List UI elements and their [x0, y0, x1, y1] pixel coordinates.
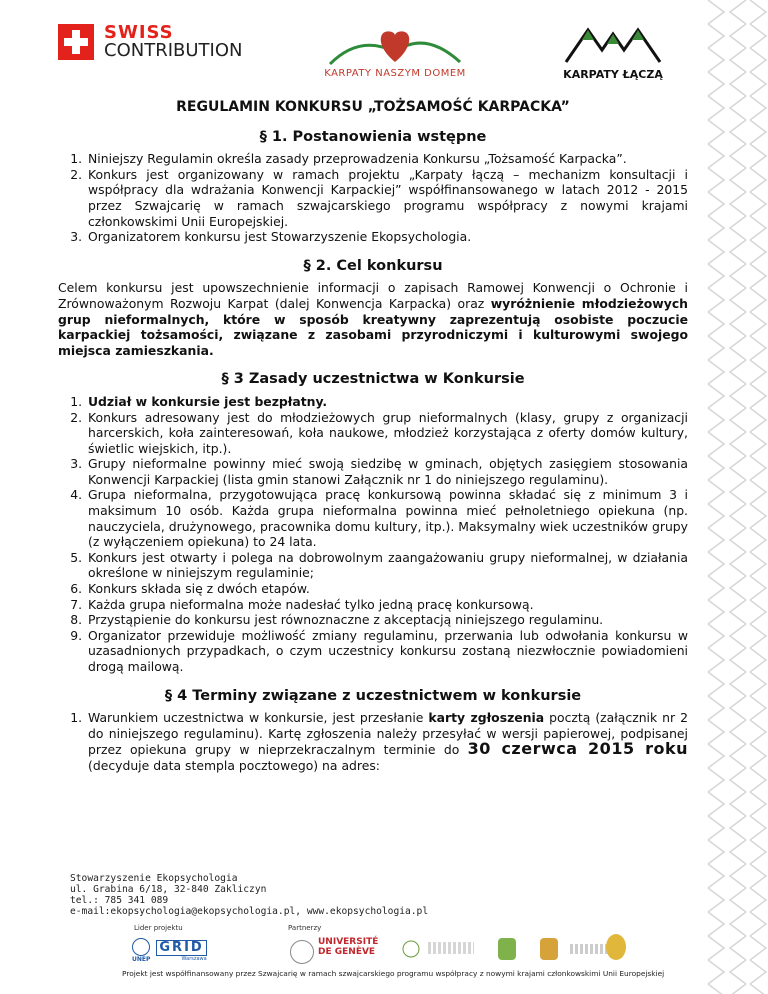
list-item: [86, 710, 688, 773]
list-item: 8. Przystąpienie do konkursu jest równoznaczne z akceptacją niniejszego regulaminu.: [86, 612, 688, 628]
unep-grid-logo: [132, 938, 207, 963]
document-title: REGULAMIN KONKURSU „TOŻSAMOŚĆ KARPACKA”: [176, 99, 570, 115]
org-street: ul. Grabina 6/18, 32-840 Zakliczyn: [70, 884, 267, 895]
unep-label: UNEP: [132, 956, 151, 963]
section-1-heading: § 1. Postanowienia wstępne: [259, 128, 487, 145]
section-2-plain: Celem konkursu jest upowszechnienie informacji o zapisach Ramowej Konwencji o Ochronie i Zrównoważonym Rozwoju Karpat (dalej Konwencja Karpacka) oraz: [58, 280, 688, 311]
partners-label: Partnerzy: [288, 924, 322, 932]
partner-text-logo: [428, 942, 474, 954]
header-logos: [58, 22, 688, 82]
org-email: e-mail:ekopsychologia@ekopsychologia.pl, www.ekopsychologia.pl: [70, 906, 429, 917]
swiss-label: SWISS: [104, 22, 174, 43]
section-3-list: [58, 394, 688, 675]
document-body: [58, 100, 688, 774]
list-item: 2. Konkurs jest organizowany w ramach projektu „Karpaty łączą – mechanizm konsultacji i współpracy dla wdrażania Konwencji Karpackiej” współfinansowanego w latach 2012 - 2015 przez Szwajcarię w ramach szwajcarskiego programu współpracy z nowymi krajami członkowskimi Unii Europejskiej.: [86, 167, 688, 229]
s4-text-1: Warunkiem uczestnictwa w konkursie, jest przesłanie: [88, 710, 429, 726]
section-4-heading: § 4 Terminy związane z uczestnictwem w konkursie: [164, 687, 582, 704]
section-4-list: [58, 710, 688, 773]
lead-label: Lider projektu: [134, 924, 183, 932]
list-item: 1. Niniejszy Regulamin określa zasady przeprowadzenia Konkursu „Tożsamość Karpacka”.: [86, 151, 688, 167]
funding-note: Projekt jest współfinansowany przez Szwajcarię w ramach szwajcarskiego programu współpracy z nowymi krajami członkowskimi Unii Europejskiej: [122, 969, 665, 978]
ekopsychologia-logo-icon: [398, 938, 424, 960]
karpaty-naszym-domem-logo: [320, 22, 470, 82]
mountains-icon: [558, 22, 668, 66]
org-name: Stowarzyszenie Ekopsychologia: [70, 873, 238, 884]
grid-city: Warszawa: [181, 955, 207, 962]
footer-address: [70, 873, 428, 917]
un-emblem-icon: [132, 938, 150, 956]
partner-badge-icon: [498, 938, 516, 960]
logo3-text: KARPATY ŁĄCZĄ: [563, 68, 663, 81]
org-phone: tel.: 785 341 089: [70, 895, 169, 906]
section-1-list: [58, 151, 688, 245]
swiss-flag-icon: [58, 24, 94, 60]
deadline-date: 30 czerwca 2015 roku: [467, 739, 688, 759]
list-item: 4. Grupa nieformalna, przygotowująca pracę konkursową powinna składać się z minimum 3 i maksimum 10 osób. Każda grupa nieformalna powinna mieć pełnoletniego opiekuna (np. nauczyciela, drużynowego, pracownika domu kultury, itp.). Maksymalny wiek uczestników grupy (z wyłączeniem opiekuna) to 24 lata.: [86, 487, 688, 549]
free-participation: Udział w konkursie jest bezpłatny.: [88, 393, 328, 409]
univ-line2: DE GENÈVE: [318, 947, 376, 957]
list-item: 2. Konkurs adresowany jest do młodzieżowych grup nieformalnych (klasy, grupy z organizacji harcerskich, koła zainteresowań, koła naukowe, młodzież korzystająca z oferty domów kultury, świetlic wiejskich, itp.).: [86, 410, 688, 457]
list-item: 3. Grupy nieformalne powinny mieć swoją siedzibę w gminach, objętych zasięgiem stosowania Konwencji Karpackiej (lista gmin stanowi Załącznik nr 1 do niniejszego regulaminu).: [86, 456, 688, 487]
s4-text-3: (decyduje data stempla pocztowego) na adres:: [88, 757, 380, 773]
university-seal-icon: [290, 940, 314, 964]
list-item: 5. Konkurs jest otwarty i polega na dobrowolnym zaangażowaniu grupy nieformalnej, w działania określone w niniejszym regulaminie;: [86, 550, 688, 581]
section-2-heading: § 2. Cel konkursu: [303, 257, 443, 274]
heart-mountains-icon: [320, 22, 470, 68]
swiss-contribution-logo: [58, 24, 242, 60]
list-item: 7. Każda grupa nieformalna może nadesłać tylko jedną pracę konkursową.: [86, 597, 688, 613]
s4-text-2: pocztą (załącznik nr 2 do niniejszego regulaminu). Kartę zgłoszenia należy przesyłać w wersji papierowej, podpisanej przez opiekuna grupy w nieprzekraczalnym terminie do: [88, 710, 688, 758]
section-2-bold: wyróżnienie młodzieżowych grup nieformalnych, które w sposób kreatywny zaprezentują osobiste poczucie karpackiej tożsamości, związane z zasobami przyrodniczymi i kulturowymi swojego miejsca zamieszkania.: [58, 295, 688, 358]
section-2-text: [58, 280, 688, 358]
list-item: 6. Konkurs składa się z dwóch etapów.: [86, 581, 688, 597]
karpaty-lacza-logo: [558, 22, 668, 84]
entry-form-term: karty zgłoszenia: [428, 710, 545, 726]
contribution-label: CONTRIBUTION: [104, 40, 243, 61]
university-geneva-logo: [318, 937, 378, 957]
section-3-heading: § 3 Zasady uczestnictwa w Konkursie: [221, 371, 525, 388]
grid-label: GRID: [156, 940, 206, 956]
logo2-text: KARPATY NASZYM DOMEM: [324, 68, 466, 79]
list-item: [86, 394, 688, 410]
list-item: 9. Organizator przewiduje możliwość zmiany regulaminu, przerwania lub odwołania konkursu w uzasadnionych przypadkach, o czym uczestnicy konkursu zostaną niezwłocznie powiadomieni drogą mailową.: [86, 628, 688, 675]
decorative-pattern: [706, 0, 768, 994]
list-item: 3. Organizatorem konkursu jest Stowarzyszenie Ekopsychologia.: [86, 229, 688, 245]
partner-badge-icon-2: [540, 938, 558, 960]
partner-round-logo-icon: [606, 934, 626, 960]
univ-line1: UNIVERSITÉ: [318, 937, 379, 947]
